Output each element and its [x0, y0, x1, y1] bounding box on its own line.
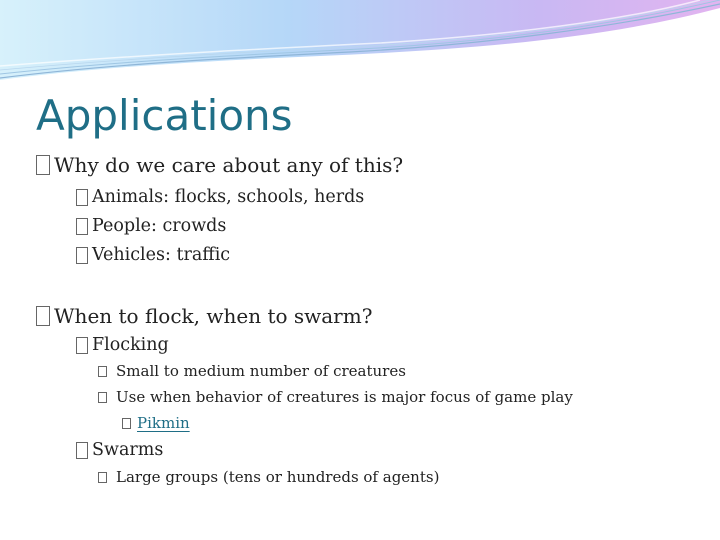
bullet-text: Animals: flocks, schools, herds: [92, 187, 365, 207]
bullet-text: Swarms: [92, 440, 164, 460]
bullet-why-care: [36, 153, 403, 177]
bullet-text: When to flock, when to swarm?: [54, 304, 373, 328]
bullet-animals: [76, 187, 364, 207]
bullet-flock-or-swarm: [36, 304, 372, 328]
bullet-swarms: [76, 440, 163, 460]
bullet-box-icon: [76, 189, 88, 206]
bullet-box-icon: [98, 392, 107, 403]
bullet-text: Use when behavior of creatures is major focus of game play: [116, 388, 573, 406]
bullet-text: People: crowds: [92, 216, 227, 236]
bullet-pikmin: [122, 414, 190, 432]
bullet-text: Small to medium number of creatures: [116, 362, 406, 380]
bullet-box-icon: [36, 155, 50, 175]
bullet-box-icon: [98, 472, 107, 483]
bullet-box-icon: [76, 218, 88, 235]
bullet-box-icon: [36, 306, 50, 326]
bullet-box-icon: [76, 442, 88, 459]
bullet-box-icon: [122, 418, 131, 429]
bullet-flocking: [76, 335, 169, 355]
bullet-text: Vehicles: traffic: [92, 245, 231, 265]
header-wave-decoration: [0, 0, 720, 80]
bullet-small-medium: [98, 362, 406, 380]
pikmin-link[interactable]: Pikmin: [137, 414, 190, 432]
bullet-use-when: [98, 388, 573, 406]
bullet-text: Large groups (tens or hundreds of agents): [116, 468, 440, 486]
slide-title: Applications: [36, 91, 293, 140]
bullet-vehicles: [76, 245, 230, 265]
bullet-box-icon: [76, 337, 88, 354]
bullet-box-icon: [76, 247, 88, 264]
bullet-text: Why do we care about any of this?: [54, 153, 404, 177]
bullet-large-groups: [98, 468, 439, 486]
bullet-people: [76, 216, 226, 236]
bullet-text: Flocking: [92, 335, 169, 355]
bullet-box-icon: [98, 366, 107, 377]
